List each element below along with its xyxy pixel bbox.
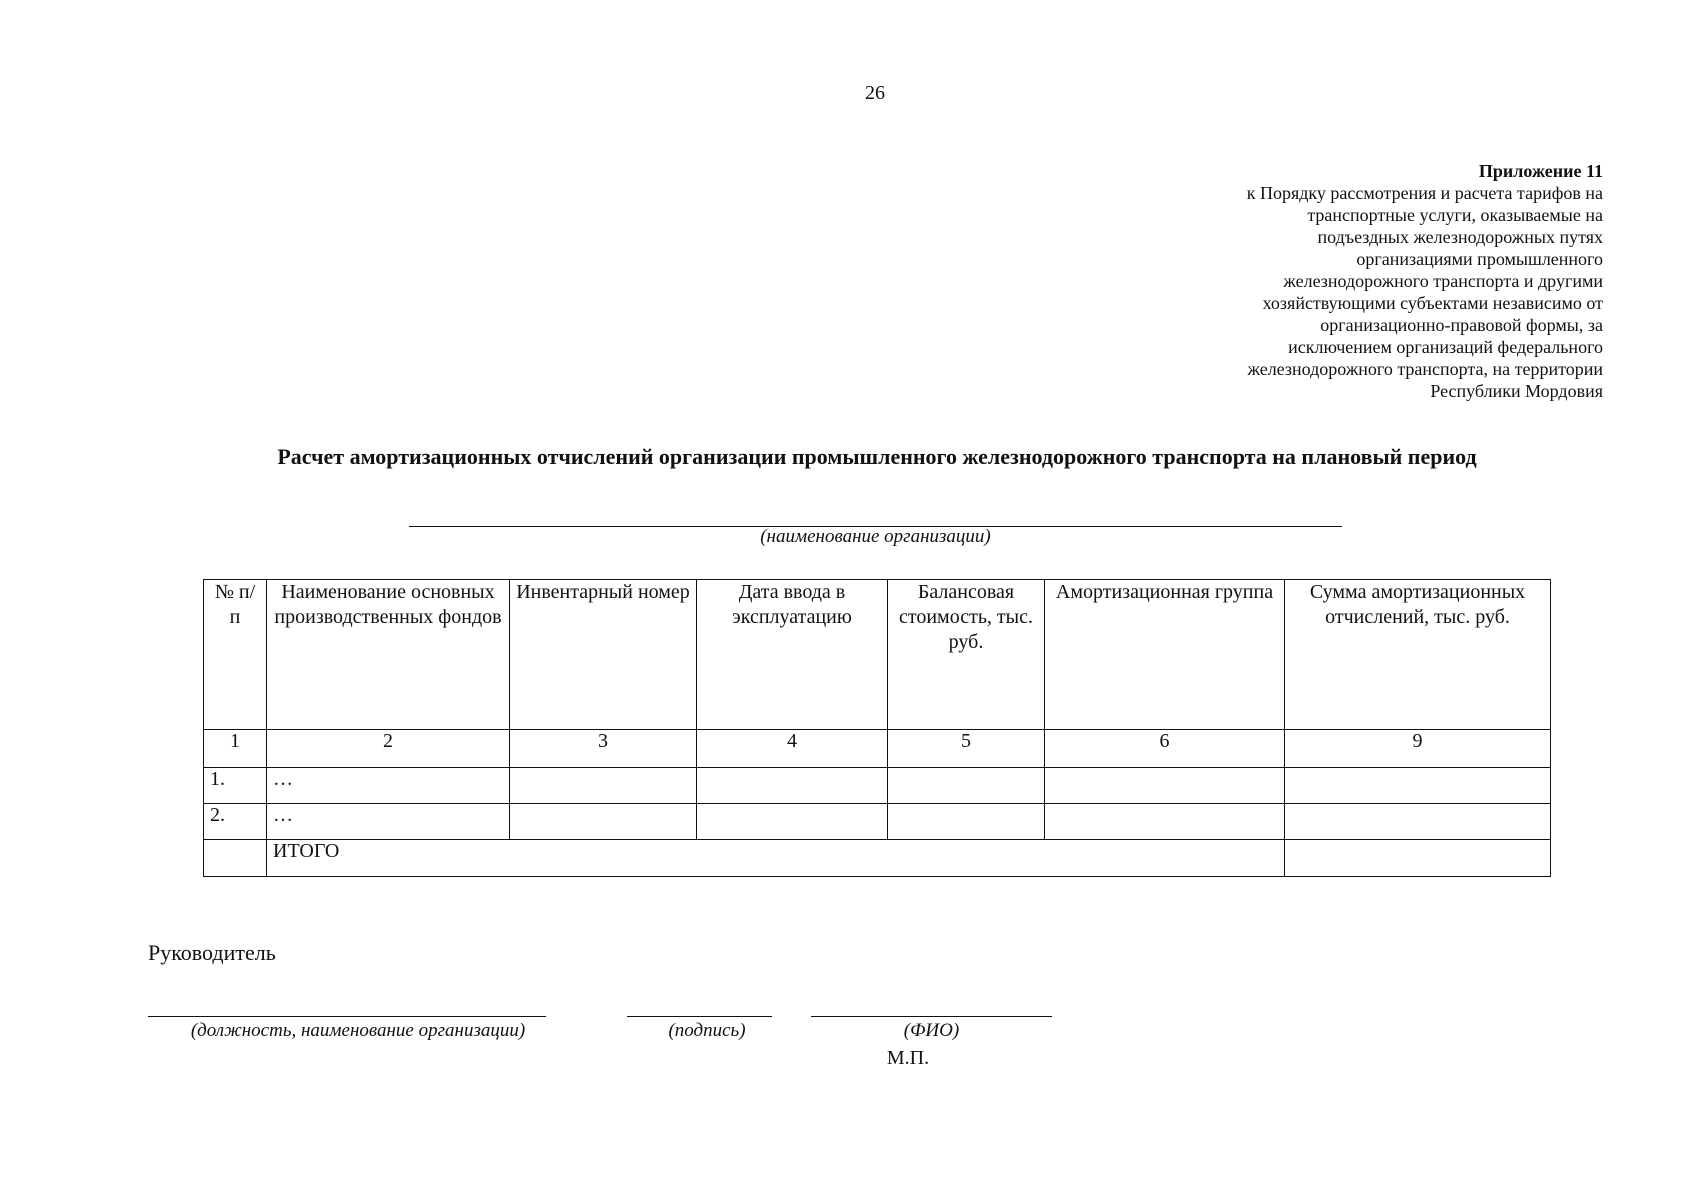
appendix-block <box>1143 160 1603 402</box>
table-row <box>204 804 1551 840</box>
appendix-line: исключением организаций федерального <box>1288 337 1603 357</box>
full-name-caption: (ФИО) <box>903 1020 960 1041</box>
page-number: 26 <box>865 82 885 104</box>
appendix-line: подъездных железнодорожных путях <box>1317 227 1603 247</box>
signature-line <box>627 1016 772 1017</box>
column-number-cell: 6 <box>1045 730 1285 768</box>
total-number-cell <box>204 840 267 877</box>
full-name-line <box>811 1016 1052 1017</box>
position-caption: (должность, наименование организации) <box>190 1020 526 1041</box>
total-label-cell: ИТОГО <box>267 840 1285 877</box>
depreciation-table <box>203 579 1551 877</box>
appendix-line: организациями промышленного <box>1356 249 1603 269</box>
column-number-cell: 3 <box>510 730 697 768</box>
column-number-cell: 9 <box>1285 730 1551 768</box>
appendix-title: Приложение 11 <box>1478 161 1603 181</box>
appendix-line: транспортные услуги, оказываемые на <box>1307 205 1603 225</box>
header-cell-depreciation-group: Амортизационная группа <box>1045 580 1285 730</box>
appendix-line: Республики Мордовия <box>1430 381 1603 401</box>
book-value-cell <box>888 768 1045 804</box>
column-number-cell: 5 <box>888 730 1045 768</box>
organization-name-caption: (наименование организации) <box>760 526 991 547</box>
table-header-row <box>204 580 1551 730</box>
row-number-cell: 1. <box>204 768 267 804</box>
depreciation-amount-cell <box>1285 768 1551 804</box>
header-cell-number: № п/п <box>204 580 267 730</box>
column-number-row <box>204 730 1551 768</box>
stamp-label: М.П. <box>886 1047 930 1069</box>
header-cell-depreciation-amount: Сумма амортизационных отчислений, тыс. руб. <box>1285 580 1551 730</box>
row-number-cell: 2. <box>204 804 267 840</box>
appendix-line: железнодорожного транспорта, на территории <box>1247 359 1603 379</box>
signature-caption: (подпись) <box>668 1020 746 1041</box>
asset-name-cell: … <box>267 804 510 840</box>
document-title: Расчет амортизационных отчислений организации промышленного железнодорожного транспорта на плановый период <box>277 444 1477 469</box>
appendix-line: железнодорожного транспорта и другими <box>1283 271 1603 291</box>
total-amount-cell <box>1285 840 1551 877</box>
inventory-number-cell <box>510 804 697 840</box>
appendix-line: к Порядку рассмотрения и расчета тарифов на <box>1246 183 1603 203</box>
depreciation-amount-cell <box>1285 804 1551 840</box>
depreciation-group-cell <box>1045 804 1285 840</box>
header-cell-commission-date: Дата ввода в эксплуатацию <box>697 580 888 730</box>
total-row <box>204 840 1551 877</box>
appendix-line: хозяйствующими субъектами независимо от <box>1262 293 1603 313</box>
position-signature-line <box>148 1016 546 1017</box>
head-label: Руководитель <box>148 940 276 965</box>
header-cell-book-value: Балансовая стоимость, тыс. руб. <box>888 580 1045 730</box>
table-row <box>204 768 1551 804</box>
commission-date-cell <box>697 804 888 840</box>
header-cell-asset-name: Наименование основных производственных фондов <box>267 580 510 730</box>
column-number-cell: 1 <box>204 730 267 768</box>
inventory-number-cell <box>510 768 697 804</box>
appendix-line: организационно-правовой формы, за <box>1320 315 1603 335</box>
asset-name-cell: … <box>267 768 510 804</box>
commission-date-cell <box>697 768 888 804</box>
header-cell-inventory-number: Инвентарный номер <box>510 580 697 730</box>
column-number-cell: 2 <box>267 730 510 768</box>
depreciation-group-cell <box>1045 768 1285 804</box>
book-value-cell <box>888 804 1045 840</box>
column-number-cell: 4 <box>697 730 888 768</box>
